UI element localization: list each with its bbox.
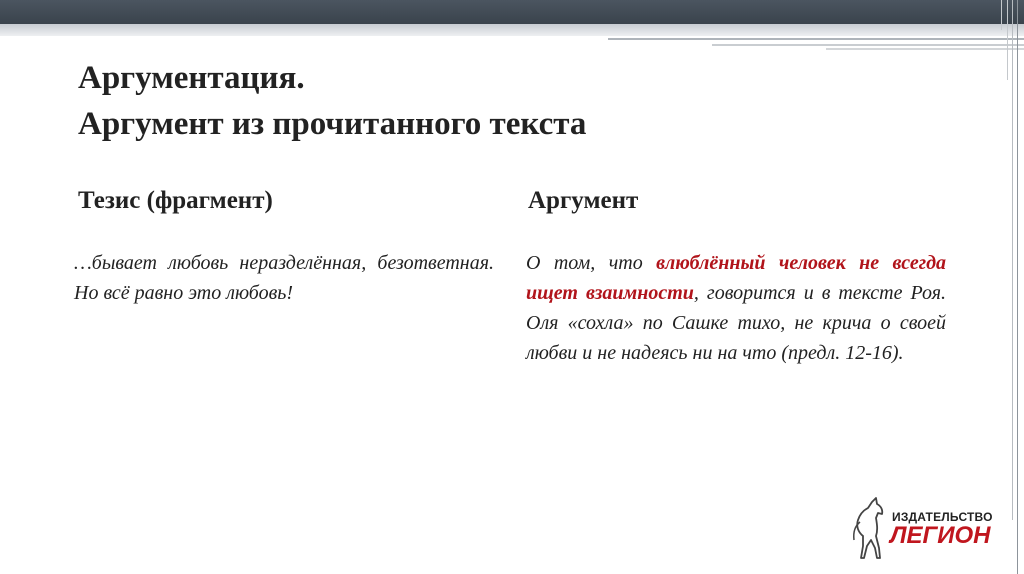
corner-line	[1012, 0, 1013, 520]
page-title	[78, 55, 586, 147]
argument-text-after: , говорится и в тексте Роя. Оля «сохла» по Сашке тихо, не крича о своей любви и не надеясь ни на что (предл. 12-16).	[526, 282, 946, 364]
argument-text-before: О том, что	[526, 252, 657, 274]
argument-heading: Аргумент	[528, 187, 639, 214]
top-band	[0, 0, 1024, 24]
thesis-text: …бывает любовь неразделённая, безответная. Но всё равно это любовь!	[74, 252, 494, 304]
decor-strip	[712, 44, 1024, 46]
logo-top-text: ИЗДАТЕЛЬСТВО	[892, 510, 993, 524]
page-title-line-2: Аргумент из прочитанного текста	[78, 106, 587, 142]
publisher-logo	[850, 496, 1010, 562]
argument-text	[526, 248, 946, 368]
corner-line	[1007, 0, 1008, 80]
logo-main-text: ЛЕГИОН	[890, 522, 991, 549]
corner-line	[1001, 0, 1002, 30]
thesis-heading: Тезис (фрагмент)	[78, 187, 273, 214]
page-title-line-1: Аргументация.	[78, 60, 305, 96]
corner-lines	[984, 0, 1024, 574]
decor-strip	[608, 38, 1024, 40]
top-band-shadow	[0, 24, 1024, 36]
horse-icon	[850, 496, 890, 562]
argument-highlight: влюблённый человек не всегда ищет взаимности	[526, 252, 946, 304]
corner-line	[1017, 0, 1018, 574]
